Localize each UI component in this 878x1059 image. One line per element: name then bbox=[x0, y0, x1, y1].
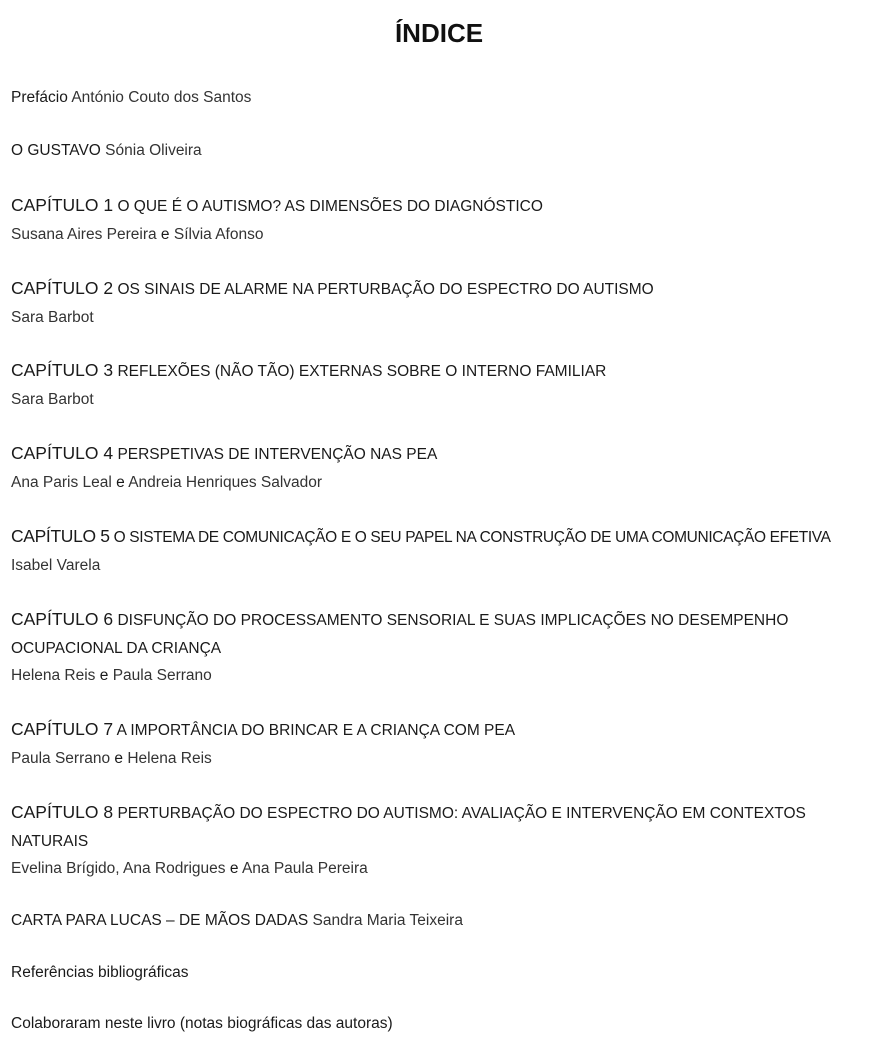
toc-entry-capitulo-4[interactable] bbox=[11, 440, 871, 496]
entry-title: DISFUNÇÃO DO PROCESSAMENTO SENSORIAL E SUAS IMPLICAÇÕES NO DESEMPENHO bbox=[117, 612, 789, 629]
toc-entry-referencias[interactable] bbox=[11, 959, 871, 987]
entry-author: Sandra Maria Teixeira bbox=[312, 912, 463, 929]
toc-entry-capitulo-6[interactable] bbox=[11, 606, 871, 690]
entry-title: PERSPETIVAS DE INTERVENÇÃO NAS PEA bbox=[117, 446, 438, 463]
entry-author: Sílvia Afonso bbox=[173, 225, 264, 243]
entry-author: Helena Reis bbox=[127, 749, 212, 767]
author-joiner: e bbox=[160, 225, 170, 243]
entry-title: OS SINAIS DE ALARME NA PERTURBAÇÃO DO ESPECTRO DO AUTISMO bbox=[117, 281, 654, 298]
toc-entry-capitulo-2[interactable] bbox=[11, 275, 871, 331]
entry-author: Paula Serrano bbox=[11, 749, 111, 767]
toc-entry-o-gustavo[interactable] bbox=[11, 137, 871, 165]
toc-entry-capitulo-3[interactable] bbox=[11, 357, 871, 413]
entry-title: REFLEXÕES (NÃO TÃO) EXTERNAS SOBRE O INTERNO FAMILIAR bbox=[117, 363, 607, 380]
chapter-number: CAPÍTULO 7 bbox=[11, 719, 114, 739]
chapter-number: CAPÍTULO 4 bbox=[11, 443, 114, 463]
toc-entry-colaboraram[interactable] bbox=[11, 1010, 871, 1038]
author-joiner: e bbox=[114, 749, 124, 767]
chapter-number: CAPÍTULO 2 bbox=[11, 278, 114, 298]
entry-title: O GUSTAVO bbox=[11, 142, 101, 159]
chapter-number: CAPÍTULO 3 bbox=[11, 360, 114, 380]
entry-author: Helena Reis bbox=[11, 667, 96, 684]
entry-author: Ana Paris Leal bbox=[11, 473, 112, 491]
author-joiner: e bbox=[99, 667, 109, 684]
toc-entry-capitulo-7[interactable] bbox=[11, 716, 871, 772]
author-joiner: e bbox=[116, 473, 125, 491]
author-joiner: e bbox=[229, 860, 239, 877]
entry-title: O SISTEMA DE COMUNICAÇÃO E O SEU PAPEL NA CONSTRUÇÃO DE UMA COMUNICAÇÃO EFETIVA bbox=[113, 529, 831, 546]
chapter-number: CAPÍTULO 5 bbox=[11, 526, 110, 546]
entry-title: Prefácio bbox=[11, 89, 68, 106]
entry-author: Isabel Varela bbox=[11, 556, 101, 574]
entry-title: O QUE É O AUTISMO? AS DIMENSÕES DO DIAGNÓSTICO bbox=[117, 198, 543, 215]
toc-entry-capitulo-1[interactable] bbox=[11, 192, 871, 248]
entry-title: PERTURBAÇÃO DO ESPECTRO DO AUTISMO: AVALIAÇÃO E INTERVENÇÃO EM CONTEXTOS bbox=[117, 805, 806, 822]
toc-entry-capitulo-5[interactable] bbox=[11, 523, 871, 579]
page-title: ÍNDICE bbox=[394, 18, 484, 48]
entry-title: A IMPORTÂNCIA DO BRINCAR E A CRIANÇA COM PEA bbox=[116, 722, 516, 739]
chapter-number: CAPÍTULO 6 bbox=[11, 609, 114, 629]
toc-entry-prefacio[interactable] bbox=[11, 84, 871, 112]
entry-author: Sara Barbot bbox=[11, 390, 94, 408]
entry-author: Paula Serrano bbox=[112, 667, 212, 684]
entry-author: António Couto dos Santos bbox=[71, 89, 252, 106]
entry-author: Ana Paula Pereira bbox=[241, 860, 368, 877]
entry-author: Sónia Oliveira bbox=[105, 142, 202, 159]
entry-author: Susana Aires Pereira bbox=[11, 225, 157, 243]
chapter-number: CAPÍTULO 1 bbox=[11, 195, 114, 215]
entry-title-continued: OCUPACIONAL DA CRIANÇA bbox=[11, 639, 222, 657]
entry-author: Evelina Brígido, Ana Rodrigues bbox=[11, 860, 226, 877]
toc-entry-carta-para-lucas[interactable] bbox=[11, 907, 871, 935]
entry-title: Colaboraram neste livro (notas biográficas das autoras) bbox=[11, 1015, 393, 1032]
entry-author: Sara Barbot bbox=[11, 308, 94, 326]
entry-title-continued: NATURAIS bbox=[11, 832, 89, 850]
chapter-number: CAPÍTULO 8 bbox=[11, 802, 114, 822]
entry-title: Referências bibliográficas bbox=[11, 964, 189, 981]
entry-title: CARTA PARA LUCAS – DE MÃOS DADAS bbox=[11, 912, 309, 929]
entry-author: Andreia Henriques Salvador bbox=[128, 473, 323, 491]
toc-entry-capitulo-8[interactable] bbox=[11, 799, 871, 883]
